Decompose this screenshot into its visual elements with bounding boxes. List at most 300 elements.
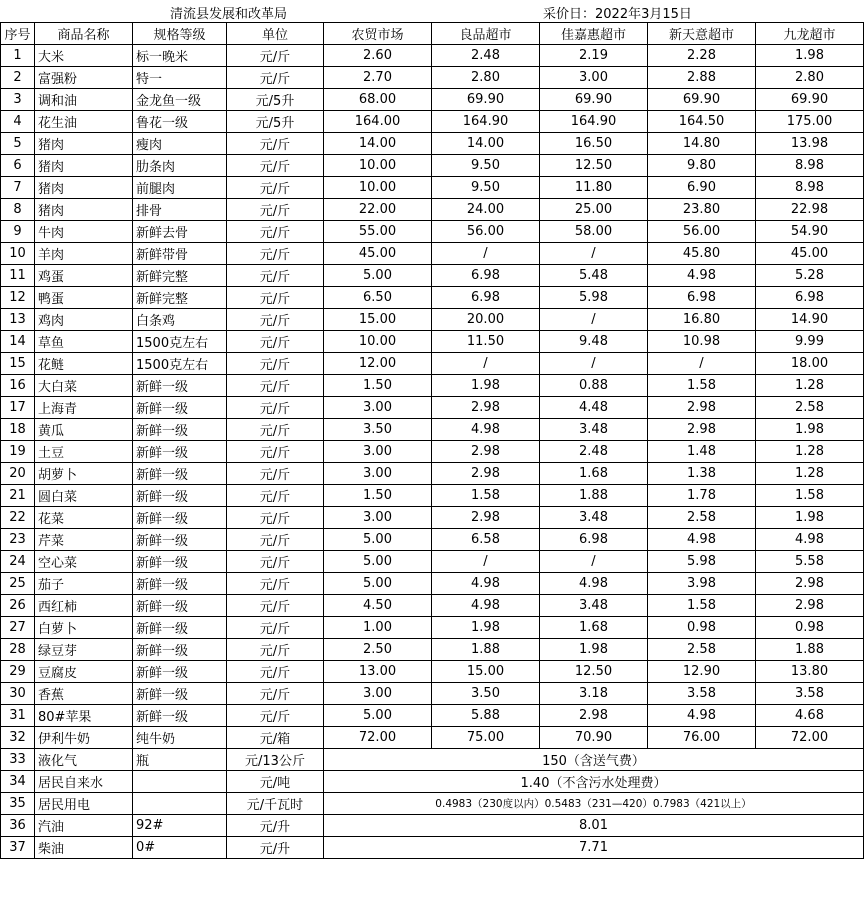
price-xintianyi: 2.58 [648,507,756,529]
price-nongmao: 2.50 [324,639,432,661]
item-name: 胡萝卜 [35,463,133,485]
item-name: 上海青 [35,397,133,419]
price-jiajiahui: 69.90 [540,89,648,111]
column-header: 农贸市场 [324,23,432,45]
item-name: 居民用电 [35,793,133,815]
price-jiajiahui: / [540,243,648,265]
price-nongmao: 10.00 [324,155,432,177]
price-xintianyi: 4.98 [648,529,756,551]
price-jiulong: 8.98 [756,177,864,199]
price-jiulong: 1.28 [756,441,864,463]
price-nongmao: 1.50 [324,375,432,397]
merged-price-value: 150（含送气费） [324,749,864,771]
item-spec: 纯牛奶 [133,727,227,749]
price-liangpin: 4.98 [432,419,540,441]
price-liangpin: 2.98 [432,463,540,485]
price-liangpin: 2.98 [432,441,540,463]
price-jiulong: 3.58 [756,683,864,705]
item-spec: 新鲜一级 [133,617,227,639]
price-xintianyi: 6.98 [648,287,756,309]
item-name: 圆白菜 [35,485,133,507]
item-spec: 新鲜完整 [133,265,227,287]
item-spec: 新鲜一级 [133,375,227,397]
price-liangpin: 56.00 [432,221,540,243]
table-row [1,727,864,749]
price-nongmao: 5.00 [324,529,432,551]
row-number: 18 [1,419,35,441]
price-jiulong: 4.98 [756,529,864,551]
item-name: 黄瓜 [35,419,133,441]
price-xintianyi: 164.50 [648,111,756,133]
price-jiulong: 45.00 [756,243,864,265]
merged-price-value: 7.71 [324,837,864,859]
item-name: 花生油 [35,111,133,133]
row-number: 30 [1,683,35,705]
price-liangpin: 6.58 [432,529,540,551]
price-xintianyi: 2.98 [648,397,756,419]
price-xintianyi: 2.98 [648,419,756,441]
price-jiajiahui: 3.18 [540,683,648,705]
item-name: 鸡肉 [35,309,133,331]
row-number: 24 [1,551,35,573]
table-row [1,595,864,617]
price-nongmao: 4.50 [324,595,432,617]
price-nongmao: 55.00 [324,221,432,243]
price-nongmao: 68.00 [324,89,432,111]
price-jiulong: 1.98 [756,45,864,67]
price-nongmao: 6.50 [324,287,432,309]
price-jiulong: 1.88 [756,639,864,661]
item-spec: 新鲜一级 [133,507,227,529]
price-jiajiahui: 4.48 [540,397,648,419]
table-row [1,287,864,309]
table-row [1,639,864,661]
price-jiulong: 14.90 [756,309,864,331]
item-name: 花鲢 [35,353,133,375]
item-name: 柴油 [35,837,133,859]
price-xintianyi: 16.80 [648,309,756,331]
price-nongmao: 5.00 [324,265,432,287]
row-number: 32 [1,727,35,749]
item-spec: 新鲜一级 [133,397,227,419]
price-liangpin: 24.00 [432,199,540,221]
item-name: 猪肉 [35,155,133,177]
price-liangpin: 2.98 [432,507,540,529]
price-xintianyi: 3.58 [648,683,756,705]
price-nongmao: 164.00 [324,111,432,133]
price-jiulong: 2.98 [756,573,864,595]
price-liangpin: / [432,551,540,573]
price-nongmao: 3.50 [324,419,432,441]
row-number: 16 [1,375,35,397]
table-row [1,45,864,67]
item-unit: 元/斤 [227,45,324,67]
item-unit: 元/斤 [227,661,324,683]
item-spec: 金龙鱼一级 [133,89,227,111]
price-liangpin: 75.00 [432,727,540,749]
table-row [1,397,864,419]
item-name: 猪肉 [35,177,133,199]
price-liangpin: 9.50 [432,177,540,199]
item-unit: 元/斤 [227,375,324,397]
item-name: 伊利牛奶 [35,727,133,749]
price-nongmao: 3.00 [324,441,432,463]
item-unit: 元/斤 [227,265,324,287]
price-jiulong: 175.00 [756,111,864,133]
column-header: 佳嘉惠超市 [540,23,648,45]
item-unit: 元/斤 [227,177,324,199]
item-name: 羊肉 [35,243,133,265]
price-nongmao: 2.70 [324,67,432,89]
price-jiajiahui: 12.50 [540,661,648,683]
item-name: 大白菜 [35,375,133,397]
item-unit: 元/斤 [227,133,324,155]
item-spec: 92# [133,815,227,837]
column-header: 新天意超市 [648,23,756,45]
price-jiulong: 1.98 [756,507,864,529]
collection-date: 采价日：2022年3月15日 [543,7,692,22]
price-jiajiahui: 3.48 [540,507,648,529]
price-jiulong: 9.99 [756,331,864,353]
price-nongmao: 1.50 [324,485,432,507]
price-xintianyi: 23.80 [648,199,756,221]
item-spec: 新鲜一级 [133,441,227,463]
item-name: 香蕉 [35,683,133,705]
price-liangpin: 3.50 [432,683,540,705]
price-liangpin: 1.58 [432,485,540,507]
table-row [1,441,864,463]
price-nongmao: 12.00 [324,353,432,375]
item-unit: 元/斤 [227,573,324,595]
item-unit: 元/吨 [227,771,324,793]
price-jiajiahui: 3.48 [540,595,648,617]
table-row [1,419,864,441]
item-unit: 元/斤 [227,243,324,265]
row-number: 5 [1,133,35,155]
item-spec: 白条鸡 [133,309,227,331]
price-jiajiahui: 5.48 [540,265,648,287]
price-nongmao: 13.00 [324,661,432,683]
price-jiulong: 54.90 [756,221,864,243]
row-number: 37 [1,837,35,859]
item-spec: 新鲜完整 [133,287,227,309]
row-number: 28 [1,639,35,661]
item-unit: 元/斤 [227,353,324,375]
item-spec: 新鲜一级 [133,463,227,485]
item-name: 富强粉 [35,67,133,89]
price-xintianyi: 76.00 [648,727,756,749]
item-name: 80#苹果 [35,705,133,727]
price-jiulong: 1.28 [756,375,864,397]
price-nongmao: 5.00 [324,705,432,727]
item-unit: 元/斤 [227,683,324,705]
row-number: 33 [1,749,35,771]
organization-name: 清流县发展和改革局 [170,7,288,22]
price-jiulong: 2.98 [756,595,864,617]
row-number: 4 [1,111,35,133]
price-nongmao: 2.60 [324,45,432,67]
price-jiajiahui: 16.50 [540,133,648,155]
row-number: 12 [1,287,35,309]
price-xintianyi: 45.80 [648,243,756,265]
row-number: 25 [1,573,35,595]
item-spec: 新鲜带骨 [133,243,227,265]
item-name: 绿豆芽 [35,639,133,661]
price-xintianyi: 9.80 [648,155,756,177]
row-number: 21 [1,485,35,507]
table-row [1,309,864,331]
item-name: 空心菜 [35,551,133,573]
row-number: 7 [1,177,35,199]
row-number: 14 [1,331,35,353]
item-unit: 元/斤 [227,485,324,507]
item-spec: 排骨 [133,199,227,221]
item-spec: 1500克左右 [133,353,227,375]
column-header: 商品名称 [35,23,133,45]
table-row [1,661,864,683]
item-name: 茄子 [35,573,133,595]
item-unit: 元/斤 [227,309,324,331]
price-nongmao: 3.00 [324,683,432,705]
price-jiulong: 72.00 [756,727,864,749]
item-name: 猪肉 [35,199,133,221]
row-number: 11 [1,265,35,287]
price-jiajiahui: 58.00 [540,221,648,243]
price-nongmao: 22.00 [324,199,432,221]
price-xintianyi: 6.90 [648,177,756,199]
item-unit: 元/箱 [227,727,324,749]
item-spec: 1500克左右 [133,331,227,353]
table-row [1,485,864,507]
item-unit: 元/升 [227,837,324,859]
table-row [1,463,864,485]
table-row [1,155,864,177]
item-spec: 0# [133,837,227,859]
item-unit: 元/斤 [227,287,324,309]
price-xintianyi: 1.58 [648,595,756,617]
item-unit: 元/斤 [227,419,324,441]
item-unit: 元/斤 [227,441,324,463]
price-nongmao: 15.00 [324,309,432,331]
row-number: 35 [1,793,35,815]
table-row [1,529,864,551]
price-xintianyi: 2.88 [648,67,756,89]
row-number: 29 [1,661,35,683]
price-xintianyi: 1.38 [648,463,756,485]
price-liangpin: 1.98 [432,375,540,397]
price-jiulong: 1.28 [756,463,864,485]
item-unit: 元/5升 [227,89,324,111]
row-number: 22 [1,507,35,529]
price-jiulong: 5.28 [756,265,864,287]
item-unit: 元/斤 [227,67,324,89]
price-jiulong: 2.80 [756,67,864,89]
column-header: 规格等级 [133,23,227,45]
item-name: 鸡蛋 [35,265,133,287]
table-row [1,353,864,375]
price-jiulong: 13.80 [756,661,864,683]
item-unit: 元/斤 [227,397,324,419]
item-spec: 瓶 [133,749,227,771]
price-liangpin: 9.50 [432,155,540,177]
table-row [1,507,864,529]
row-number: 6 [1,155,35,177]
table-row [1,573,864,595]
price-nongmao: 3.00 [324,463,432,485]
item-unit: 元/斤 [227,595,324,617]
price-nongmao: 3.00 [324,397,432,419]
item-spec: 新鲜一级 [133,419,227,441]
price-liangpin: 11.50 [432,331,540,353]
merged-price-value: 8.01 [324,815,864,837]
price-jiajiahui: 70.90 [540,727,648,749]
table-row [1,133,864,155]
price-nongmao: 45.00 [324,243,432,265]
item-unit: 元/斤 [227,529,324,551]
price-jiulong: 22.98 [756,199,864,221]
table-row [1,265,864,287]
price-jiajiahui: 3.00 [540,67,648,89]
price-jiajiahui: 1.98 [540,639,648,661]
item-unit: 元/斤 [227,617,324,639]
item-name: 牛肉 [35,221,133,243]
price-xintianyi: 2.28 [648,45,756,67]
table-row [1,177,864,199]
price-jiajiahui: 3.48 [540,419,648,441]
price-jiajiahui: 11.80 [540,177,648,199]
row-number: 3 [1,89,35,111]
price-liangpin: 4.98 [432,595,540,617]
price-jiajiahui: 1.68 [540,617,648,639]
item-unit: 元/斤 [227,507,324,529]
item-name: 豆腐皮 [35,661,133,683]
price-jiulong: 18.00 [756,353,864,375]
table-row [1,111,864,133]
price-xintianyi: / [648,353,756,375]
item-unit: 元/斤 [227,155,324,177]
row-number: 23 [1,529,35,551]
row-number: 13 [1,309,35,331]
price-nongmao: 1.00 [324,617,432,639]
item-name: 大米 [35,45,133,67]
price-nongmao: 10.00 [324,331,432,353]
price-jiajiahui: 2.48 [540,441,648,463]
row-number: 27 [1,617,35,639]
price-liangpin: 164.90 [432,111,540,133]
item-name: 西红柿 [35,595,133,617]
table-row [1,815,864,837]
price-jiulong: 5.58 [756,551,864,573]
row-number: 34 [1,771,35,793]
price-xintianyi: 10.98 [648,331,756,353]
item-unit: 元/斤 [227,551,324,573]
price-liangpin: 69.90 [432,89,540,111]
price-xintianyi: 1.58 [648,375,756,397]
price-xintianyi: 5.98 [648,551,756,573]
price-jiajiahui: 164.90 [540,111,648,133]
item-unit: 元/5升 [227,111,324,133]
item-unit: 元/斤 [227,705,324,727]
row-number: 8 [1,199,35,221]
price-jiulong: 2.58 [756,397,864,419]
item-unit: 元/千瓦时 [227,793,324,815]
price-xintianyi: 1.78 [648,485,756,507]
price-liangpin: / [432,243,540,265]
row-number: 19 [1,441,35,463]
price-liangpin: 20.00 [432,309,540,331]
item-unit: 元/斤 [227,199,324,221]
price-nongmao: 3.00 [324,507,432,529]
item-spec: 鲁花一级 [133,111,227,133]
price-xintianyi: 12.90 [648,661,756,683]
table-row [1,749,864,771]
price-table [0,22,864,859]
price-jiajiahui: 1.88 [540,485,648,507]
price-xintianyi: 56.00 [648,221,756,243]
price-xintianyi: 4.98 [648,705,756,727]
item-spec: 瘦肉 [133,133,227,155]
column-header: 九龙超市 [756,23,864,45]
price-jiajiahui: 4.98 [540,573,648,595]
price-liangpin: 4.98 [432,573,540,595]
price-jiajiahui: 1.68 [540,463,648,485]
price-jiajiahui: 25.00 [540,199,648,221]
price-nongmao: 10.00 [324,177,432,199]
item-unit: 元/斤 [227,221,324,243]
price-jiajiahui: 2.98 [540,705,648,727]
table-row [1,67,864,89]
row-number: 2 [1,67,35,89]
item-spec [133,793,227,815]
table-row [1,617,864,639]
price-jiulong: 6.98 [756,287,864,309]
price-xintianyi: 2.58 [648,639,756,661]
item-spec: 新鲜一级 [133,661,227,683]
price-jiajiahui: / [540,551,648,573]
item-name: 汽油 [35,815,133,837]
price-jiajiahui: 0.88 [540,375,648,397]
item-name: 芹菜 [35,529,133,551]
item-name: 猪肉 [35,133,133,155]
table-row [1,199,864,221]
item-spec: 前腿肉 [133,177,227,199]
price-xintianyi: 3.98 [648,573,756,595]
row-number: 17 [1,397,35,419]
item-unit: 元/斤 [227,463,324,485]
price-liangpin: 2.80 [432,67,540,89]
price-nongmao: 5.00 [324,551,432,573]
table-row [1,221,864,243]
item-spec: 新鲜一级 [133,573,227,595]
item-spec: 新鲜一级 [133,551,227,573]
price-jiulong: 69.90 [756,89,864,111]
item-unit: 元/13公斤 [227,749,324,771]
row-number: 15 [1,353,35,375]
row-number: 36 [1,815,35,837]
item-spec: 新鲜一级 [133,485,227,507]
item-unit: 元/升 [227,815,324,837]
price-nongmao: 72.00 [324,727,432,749]
row-number: 9 [1,221,35,243]
item-spec: 标一晚米 [133,45,227,67]
table-row [1,837,864,859]
item-spec [133,771,227,793]
price-liangpin: 2.48 [432,45,540,67]
item-unit: 元/斤 [227,639,324,661]
sheet-header [0,0,864,22]
price-liangpin: / [432,353,540,375]
item-name: 鸭蛋 [35,287,133,309]
